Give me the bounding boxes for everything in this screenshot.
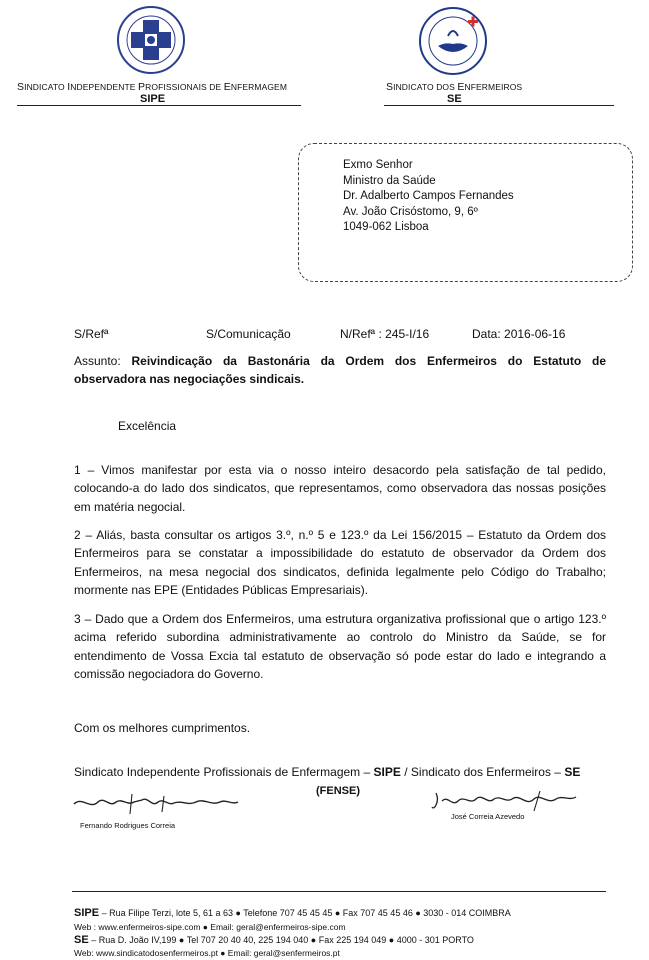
body-paragraph-1: 1 – Vimos manifestar por esta via o nosso inteiro desacordo pela satisfação de tal pedido, colocando-a do lado dos sindicatos, que representamos, como observadora das nossas posições em matéria negocial. <box>74 463 606 514</box>
subject-text: Reivindicação da Bastonária da Ordem dos Enfermeiros do Estatuto de observadora nas negociações sindicais. <box>74 354 606 387</box>
signature-left-name: Fernando Rodrigues Correia <box>80 821 176 830</box>
signoff-line: Sindicato Independente Profissionais de Enfermagem – SIPE / Sindicato dos Enfermeiros – SE <box>74 765 581 779</box>
address-line: Ministro da Saúde <box>343 174 436 187</box>
address-line: Exmo Senhor <box>343 159 413 171</box>
se-logo-icon <box>418 6 488 76</box>
sipe-abbr: SIPE <box>140 93 166 105</box>
se-abbr: SE <box>447 93 462 105</box>
header-divider-left <box>17 105 301 106</box>
address-line: Av. João Crisóstomo, 9, 6º <box>343 205 478 218</box>
se-org-name: SINDICATO DOS ENFERMEIROS <box>386 81 523 93</box>
footer-sipe-web: Web : www.enfermeiros-sipe.com ● Email: geral@enfermeiros-sipe.com <box>74 922 346 932</box>
body-paragraph-2: 2 – Aliás, basta consultar os artigos 3.º, n.º 5 e 123.º da Lei 156/2015 – Estatuto da Ordem dos Enfermeiros para se constatar a impossibilidade do estatuto de observador da Ordem dos Enfermeiros, na mesa negocial dos sindicatos, definida legalmente pelo Código do Trabalho; mormente nas EPE (Entidades Públicas Empresariais). <box>74 528 606 598</box>
recipient-address <box>343 158 514 236</box>
address-line: Dr. Adalberto Campos Fernandes <box>343 190 514 202</box>
their-communication: S/Comunicação <box>206 327 291 341</box>
subject-label: Assunto: <box>74 354 132 368</box>
their-reference: S/Refª <box>74 327 109 341</box>
letter-date: Data: 2016-06-16 <box>472 327 566 341</box>
footer-se-web: Web: www.sindicatodosenfermeiros.pt ● Email: geral@senfermeiros.pt <box>74 948 340 958</box>
footer-divider <box>72 891 606 892</box>
sipe-org-name: SINDICATO INDEPENDENTE PROFISSIONAIS DE ENFERMAGEM <box>17 81 287 93</box>
body-paragraph-3: 3 – Dado que a Ordem dos Enfermeiros, uma estrutura organizativa profissional que o artigo 123.º acima referido subordina administrativamente ao controlo do Ministro da Saúde, se for entendimento de Vossa Excia tal estatuto de observação só pode estar do lado e integrando a comissão negociadora do Governo. <box>74 612 606 682</box>
fense-label: (FENSE) <box>316 785 360 797</box>
closing: Com os melhores cumprimentos. <box>74 721 251 735</box>
signature-right-name: José Correia Azevedo <box>451 812 525 821</box>
signature-right-icon <box>430 787 580 815</box>
sipe-logo-icon <box>116 5 186 75</box>
salutation: Excelência <box>118 419 177 433</box>
header-divider-right <box>384 105 614 106</box>
footer-se-address: SE – Rua D. João IV,199 ● Tel 707 20 40 40, 225 194 040 ● Fax 225 194 049 ● 4000 - 301 PORTO <box>74 934 474 946</box>
our-reference: N/Refª : 245-I/16 <box>340 327 430 341</box>
subject-line <box>74 352 606 389</box>
signature-left-icon <box>72 790 242 818</box>
footer-sipe-address: SIPE – Rua Filipe Terzi, lote 5, 61 a 63 ● Telefone 707 45 45 45 ● Fax 707 45 45 46 ● 3030 - 014 COIMBRA <box>74 907 511 919</box>
address-line: 1049-062 Lisboa <box>343 221 429 233</box>
